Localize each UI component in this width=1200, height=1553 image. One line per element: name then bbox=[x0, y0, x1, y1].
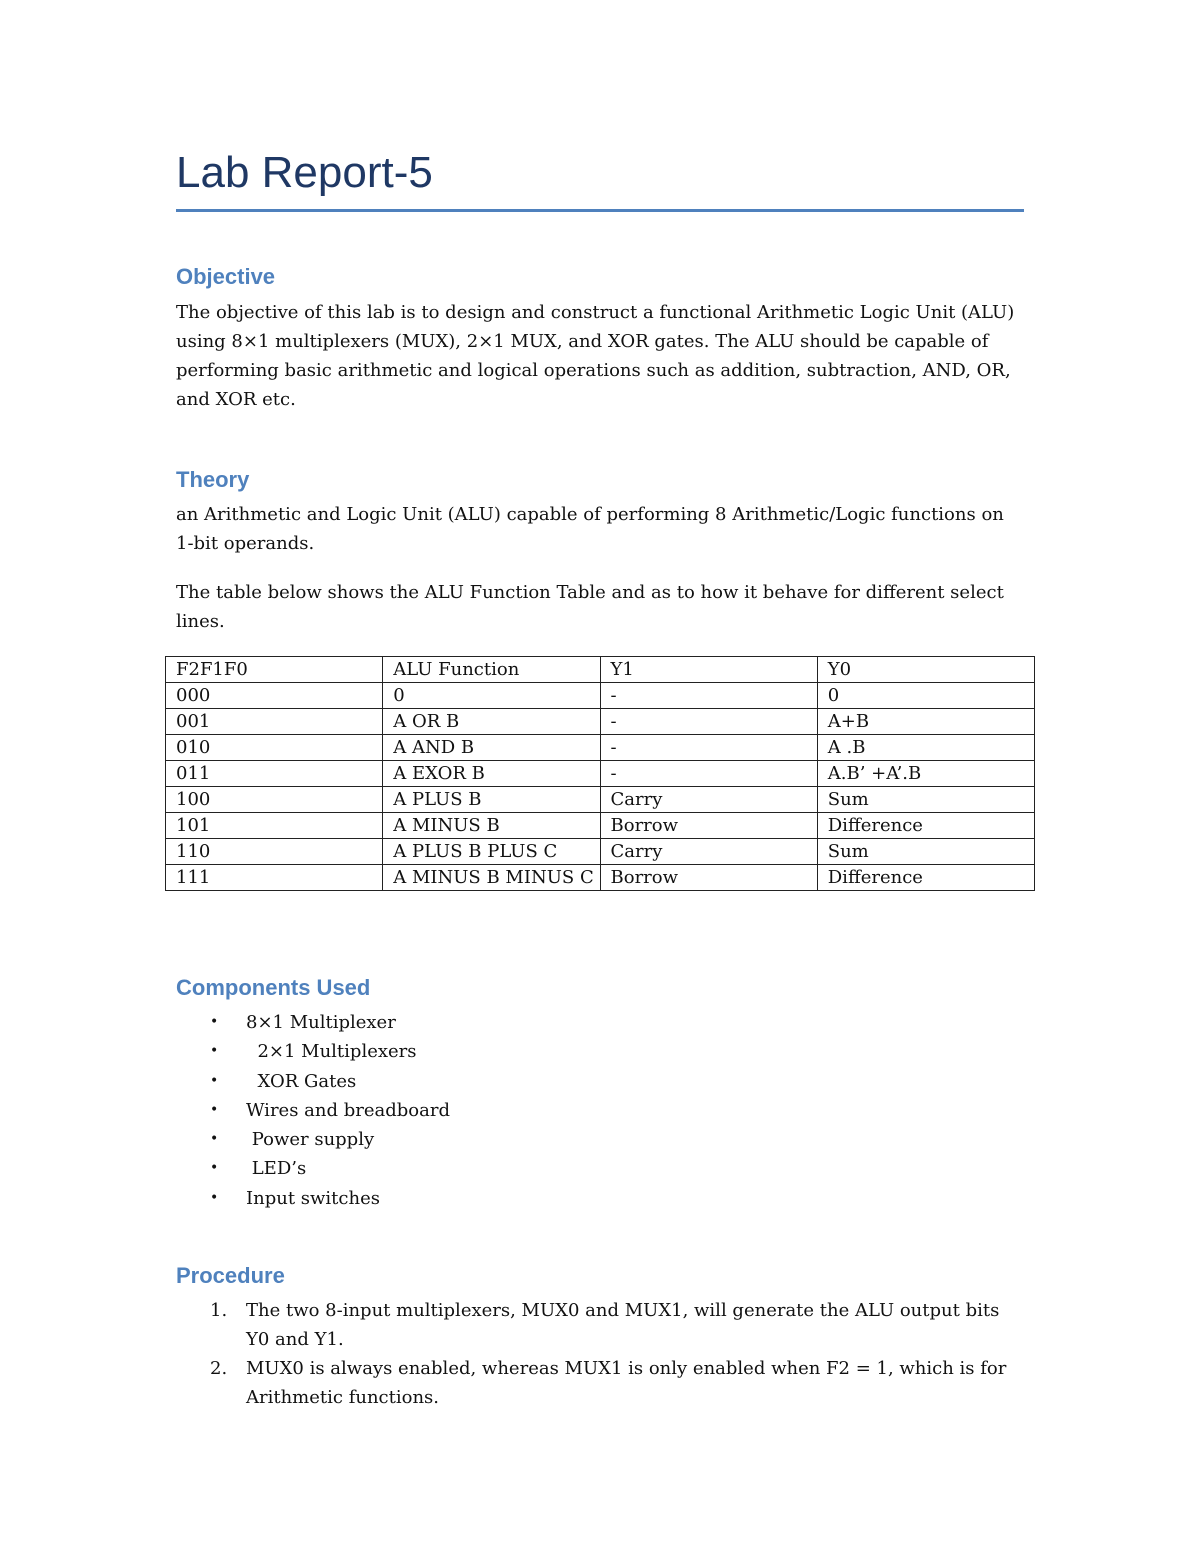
procedure-list bbox=[210, 1296, 1010, 1412]
table-row bbox=[166, 683, 1035, 709]
table-row bbox=[166, 813, 1035, 839]
list-item bbox=[210, 1096, 450, 1125]
theory-line: The table below shows the ALU Function Table and as to how it behave for different select bbox=[176, 582, 1004, 603]
table-row bbox=[166, 709, 1035, 735]
objective-line: and XOR etc. bbox=[176, 389, 296, 410]
step-line: Arithmetic functions. bbox=[246, 1387, 440, 1408]
table-cell: Sum bbox=[817, 839, 1034, 865]
title-underline bbox=[176, 209, 1024, 212]
component-label: Power supply bbox=[246, 1129, 375, 1151]
step-number: 1. bbox=[210, 1300, 228, 1321]
step-line: MUX0 is always enabled, whereas MUX1 is only enabled when F2 = 1, which is for bbox=[246, 1358, 1007, 1379]
theory-line: an Arithmetic and Logic Unit (ALU) capable of performing 8 Arithmetic/Logic functions on bbox=[176, 504, 1004, 525]
theory-line: lines. bbox=[176, 611, 225, 632]
table-cell: A PLUS B bbox=[383, 787, 600, 813]
objective-line: The objective of this lab is to design and construct a functional Arithmetic Logic Unit (ALU) bbox=[176, 302, 1015, 323]
theory-paragraph-1 bbox=[176, 500, 1024, 558]
table-header-cell: Y1 bbox=[600, 657, 817, 683]
table-cell: Difference bbox=[817, 865, 1034, 891]
table-cell: A AND B bbox=[383, 735, 600, 761]
table-row bbox=[166, 735, 1035, 761]
table-cell: - bbox=[600, 735, 817, 761]
table-cell: A MINUS B bbox=[383, 813, 600, 839]
components-list bbox=[210, 1008, 450, 1213]
table-cell: 0 bbox=[817, 683, 1034, 709]
list-item bbox=[210, 1354, 1010, 1412]
table-row bbox=[166, 787, 1035, 813]
components-heading: Components Used bbox=[176, 975, 371, 1000]
table-cell: 011 bbox=[166, 761, 383, 787]
list-item bbox=[210, 1125, 450, 1154]
step-number: 2. bbox=[210, 1358, 228, 1379]
table-header-cell: Y0 bbox=[817, 657, 1034, 683]
table-cell: A EXOR B bbox=[383, 761, 600, 787]
table-row bbox=[166, 865, 1035, 891]
table-cell: A.B’ +A’.B bbox=[817, 761, 1034, 787]
document-title: Lab Report-5 bbox=[176, 148, 433, 197]
table-row bbox=[166, 839, 1035, 865]
table-cell: 0 bbox=[383, 683, 600, 709]
table-cell: 101 bbox=[166, 813, 383, 839]
table-cell: 100 bbox=[166, 787, 383, 813]
step-line: The two 8-input multiplexers, MUX0 and MUX1, will generate the ALU output bits bbox=[246, 1300, 1000, 1321]
alu-function-table bbox=[165, 656, 1035, 891]
table-cell: A OR B bbox=[383, 709, 600, 735]
table-cell: 000 bbox=[166, 683, 383, 709]
table-cell: 111 bbox=[166, 865, 383, 891]
table-cell: Carry bbox=[600, 787, 817, 813]
table-row bbox=[166, 761, 1035, 787]
table-cell: A MINUS B MINUS C bbox=[383, 865, 600, 891]
table-cell: Difference bbox=[817, 813, 1034, 839]
theory-line: 1-bit operands. bbox=[176, 533, 315, 554]
table-cell: 001 bbox=[166, 709, 383, 735]
list-item bbox=[210, 1067, 450, 1096]
component-label: 2×1 Multiplexers bbox=[246, 1041, 417, 1063]
theory-heading: Theory bbox=[176, 467, 250, 492]
table-cell: 110 bbox=[166, 839, 383, 865]
list-item bbox=[210, 1184, 450, 1213]
step-line: Y0 and Y1. bbox=[246, 1329, 344, 1350]
table-cell: Carry bbox=[600, 839, 817, 865]
table-cell: - bbox=[600, 683, 817, 709]
list-item bbox=[210, 1154, 450, 1183]
objective-line: performing basic arithmetic and logical operations such as addition, subtraction, AND, OR, bbox=[176, 360, 1011, 381]
objective-paragraph bbox=[176, 298, 1024, 414]
list-item bbox=[210, 1296, 1010, 1354]
table-cell: A .B bbox=[817, 735, 1034, 761]
table-header-cell: F2F1F0 bbox=[166, 657, 383, 683]
procedure-heading: Procedure bbox=[176, 1263, 285, 1288]
component-label: Wires and breadboard bbox=[246, 1099, 450, 1121]
component-label: Input switches bbox=[246, 1187, 380, 1209]
table-header-cell: ALU Function bbox=[383, 657, 600, 683]
table-cell: Borrow bbox=[600, 813, 817, 839]
table-cell: Borrow bbox=[600, 865, 817, 891]
list-item bbox=[210, 1037, 450, 1066]
component-label: XOR Gates bbox=[246, 1070, 357, 1092]
list-item bbox=[210, 1008, 450, 1037]
theory-paragraph-2 bbox=[176, 578, 1024, 636]
objective-line: using 8×1 multiplexers (MUX), 2×1 MUX, and XOR gates. The ALU should be capable of bbox=[176, 331, 989, 352]
table-cell: - bbox=[600, 709, 817, 735]
table-cell: 010 bbox=[166, 735, 383, 761]
component-label: LED’s bbox=[246, 1158, 307, 1180]
table-cell: Sum bbox=[817, 787, 1034, 813]
table-cell: A+B bbox=[817, 709, 1034, 735]
table-cell: - bbox=[600, 761, 817, 787]
component-label: 8×1 Multiplexer bbox=[246, 1012, 396, 1033]
table-cell: A PLUS B PLUS C bbox=[383, 839, 600, 865]
table-header-row bbox=[166, 657, 1035, 683]
objective-heading: Objective bbox=[176, 264, 276, 289]
